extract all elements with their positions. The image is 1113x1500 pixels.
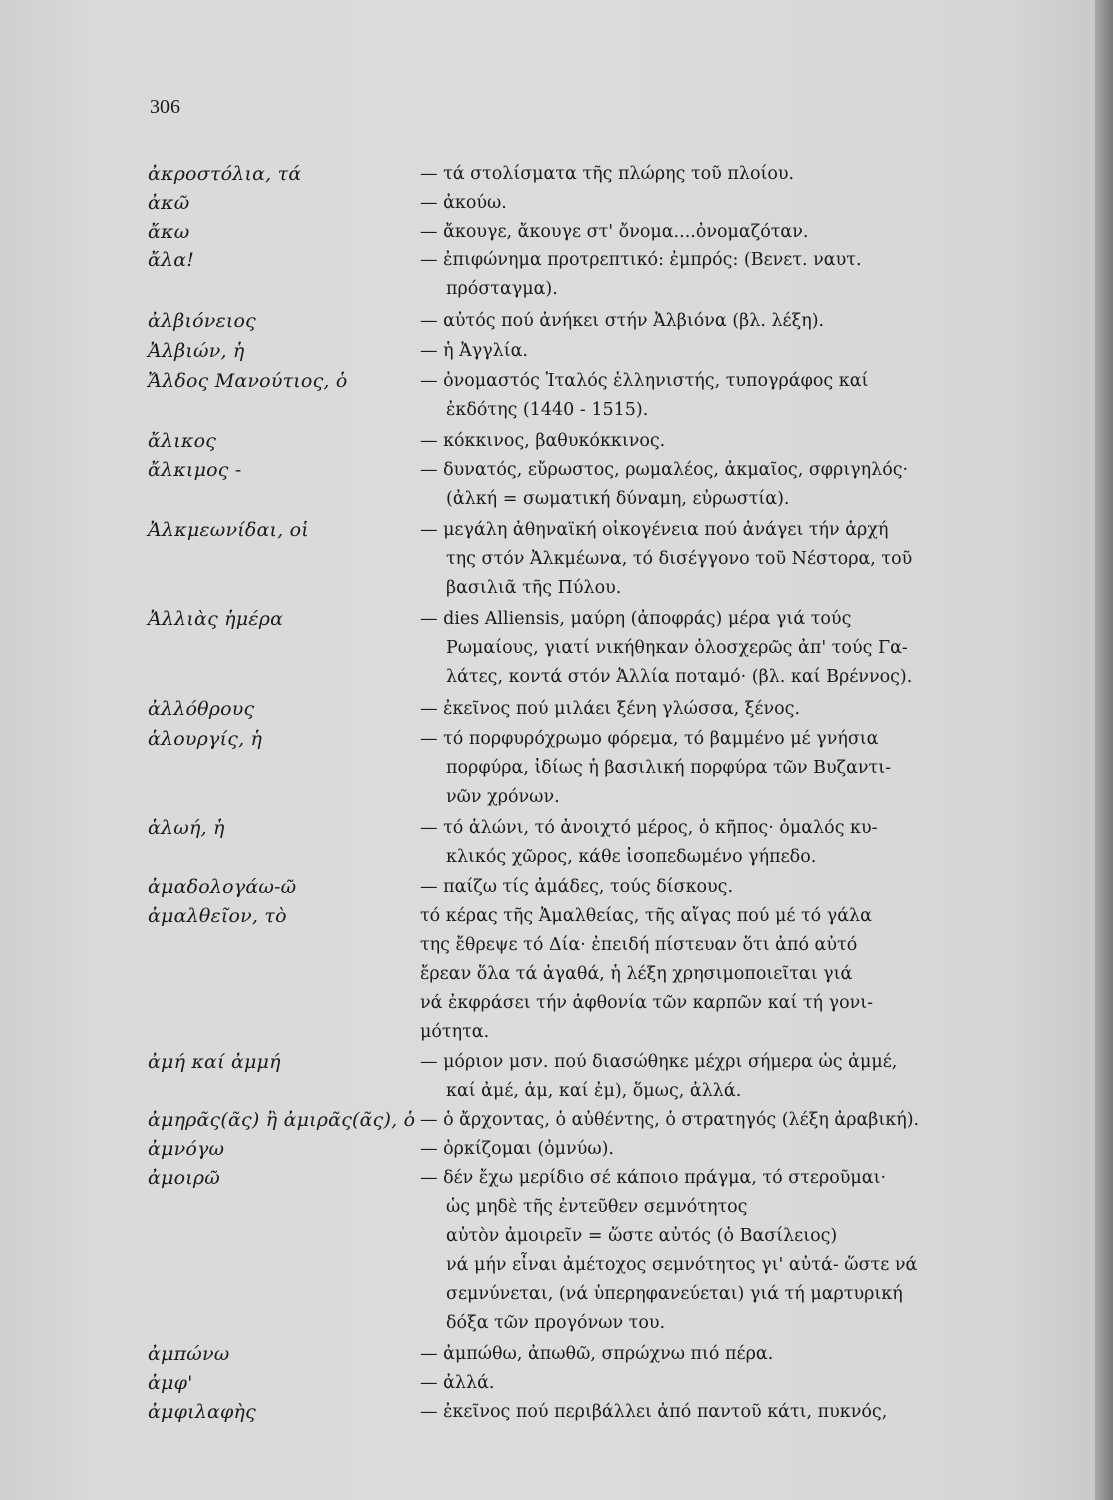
entry-headword: ἄλικος <box>148 430 217 452</box>
definition-line: λάτες, κοντά στόν Ἀλλία ποταμό· (βλ. καί Βρέννος). <box>446 667 913 687</box>
entry-headword: ἄκω <box>148 221 190 243</box>
entry-definition <box>420 427 980 456</box>
definition-line: — τά στολίσματα τῆς πλώρης τοῦ πλοίου. <box>420 164 795 184</box>
entry-headword: ἀλλόθρους <box>148 698 255 720</box>
definition-line: κλικός χῶρος, κάθε ἰσοπεδωμένο γήπεδο. <box>446 847 817 867</box>
definition-line: — τό πορφυρόχρωμο φόρεμα, τό βαμμένο μέ γνήσια <box>420 729 879 749</box>
definition-line: — ἄκουγε, ἄκουγε στ' ὄνομα....ὀνομαζόταν. <box>420 222 809 242</box>
entry-headword: ἀμαλθεῖον, τὸ <box>148 905 287 927</box>
definition-line: — κόκκινος, βαθυκόκκινος. <box>420 431 666 451</box>
definition-line: — δυνατός, εὔρωστος, ρωμαλέος, ἀκμαῖος, σφριγηλός· <box>420 460 909 480</box>
entry-headword: ἀκροστόλια, τά <box>148 163 302 185</box>
entry-headword: ἀμφ' <box>148 1372 193 1394</box>
entry-headword: ἀμή καί ἀμμή <box>148 1051 281 1073</box>
definition-line: — dies Alliensis, μαύρη (ἀποφράς) μέρα γιά τούς <box>420 609 852 629</box>
entry-definition <box>420 160 980 189</box>
definition-line: ἔρεαν ὅλα τά ἀγαθά, ἡ λέξη χρησιμοποιεῖται γιά <box>420 964 853 984</box>
entry-definition <box>420 1135 980 1164</box>
entry-definition <box>420 1048 980 1106</box>
definition-line: — μεγάλη ἀθηναϊκή οἰκογένεια πού ἀνάγει τήν ἀρχή <box>420 520 889 540</box>
entry-headword: ἀμηρᾶς(ᾶς) ἢ ἀμιρᾶς(ᾶς), ὁ <box>148 1109 416 1131</box>
entry-headword: Ἀλβιών, ἡ <box>148 340 245 362</box>
definition-line: — αὐτός πού ἀνήκει στήν Ἀλβιόνα (βλ. λέξη). <box>420 311 825 331</box>
entry-definition <box>420 902 980 1047</box>
definition-line: — ὀρκίζομαι (ὀμνύω). <box>420 1139 614 1159</box>
definition-line: — ἐκεῖνος πού μιλάει ξένη γλώσσα, ξένος. <box>420 699 801 719</box>
entry-definition <box>420 605 980 692</box>
definition-line: — ἐκεῖνος πού περιβάλλει ἀπό παντοῦ κάτι, πυκνός, <box>420 1402 888 1422</box>
definition-line: σεμνύνεται, (νά ὑπερηφανεύεται) γιά τή μαρτυρική <box>446 1284 903 1304</box>
entry-definition <box>420 516 980 603</box>
definition-line: ἐκδότης (1440 - 1515). <box>446 400 649 420</box>
entry-definition <box>420 218 980 247</box>
definition-line: καί ἀμέ, ἀμ, καί ἐμ), ὅμως, ἀλλά. <box>446 1081 742 1101</box>
definition-line: πρόσταγμα). <box>446 279 558 299</box>
definition-line: — ἀμπώθω, ἀπωθῶ, σπρώχνω πιό πέρα. <box>420 1344 774 1364</box>
definition-line: νά μήν εἶναι ἀμέτοχος σεμνότητος γι' αὐτά- ὥστε νά <box>446 1255 918 1275</box>
page-number: 306 <box>150 96 180 118</box>
entry-definition <box>420 1369 980 1398</box>
entry-definition <box>420 1340 980 1369</box>
definition-line: της ἔθρεψε τό Δία· ἐπειδή πίστευαν ὅτι ἀπό αὐτό <box>420 935 858 955</box>
definition-line: ὡς μηδὲ τῆς ἐντεῦθεν σεμνότητος <box>446 1197 748 1217</box>
definition-line: — ὁ ἄρχοντας, ὁ αὐθέντης, ὁ στρατηγός (λέξη ἀραβική). <box>420 1110 920 1130</box>
definition-line: μότητα. <box>420 1022 490 1042</box>
definition-line: — ἡ Ἀγγλία. <box>420 341 528 361</box>
entry-definition <box>420 307 980 336</box>
entry-definition <box>420 814 980 872</box>
definition-line: νῶν χρόνων. <box>446 787 560 807</box>
entry-headword: ἁλωή, ἡ <box>148 817 225 839</box>
definition-line: — τό ἁλώνι, τό ἀνοιχτό μέρος, ὁ κῆπος· ὁμαλός κυ- <box>420 818 878 838</box>
entry-definition <box>420 725 980 812</box>
definition-line: — ὀνομαστός Ἰταλός ἑλληνιστής, τυπογράφος καί <box>420 371 869 391</box>
entry-headword: Ἀλκμεωνίδαι, οἱ <box>148 519 309 541</box>
entry-definition <box>420 246 980 304</box>
definition-line: (ἀλκή = σωματική δύναμη, εὐρωστία). <box>446 489 790 509</box>
entry-headword: ἄλα! <box>148 249 195 271</box>
entry-headword: ἁλουργίς, ἡ <box>148 728 263 750</box>
definition-line: — ἀλλά. <box>420 1373 495 1393</box>
definition-line: αὐτὸν ἀμοιρεῖν = ὥστε αὐτός (ὁ Βασίλειος) <box>446 1226 838 1246</box>
entry-headword: ἀμφιλαφὴς <box>148 1401 256 1423</box>
entry-headword: ἀλβιόνειος <box>148 310 257 332</box>
entry-headword: ἀμπώνω <box>148 1343 230 1365</box>
definition-line: — παίζω τίς ἀμάδες, τούς δίσκους. <box>420 877 734 897</box>
definition-line: δόξα τῶν προγόνων του. <box>446 1313 666 1333</box>
page-edge <box>1095 0 1113 1500</box>
definition-line: πορφύρα, ἰδίως ἡ βασιλική πορφύρα τῶν Βυζαντι- <box>446 758 892 778</box>
definition-line: της στόν Ἀλκμέωνα, τό δισέγγονο τοῦ Νέστορα, τοῦ <box>446 549 913 569</box>
entry-definition <box>420 189 980 218</box>
entry-definition <box>420 1398 980 1427</box>
definition-line: Ρωμαίους, γιατί νικήθηκαν ὁλοσχερῶς ἀπ' τούς Γα- <box>446 638 908 658</box>
definition-line: — δέν ἔχω μερίδιο σέ κάποιο πράγμα, τό στεροῦμαι· <box>420 1168 887 1188</box>
entry-headword: ἀμοιρῶ <box>148 1167 220 1189</box>
definition-line: βασιλιᾶ τῆς Πύλου. <box>446 578 622 598</box>
entry-headword: Ἄλδος Μανούτιος, ὁ <box>148 370 348 392</box>
entry-definition <box>420 456 980 514</box>
entry-headword: ἀμαδολογάω-ῶ <box>148 876 297 898</box>
entry-definition <box>420 367 980 425</box>
entry-headword: ἄλκιμος - <box>148 459 242 481</box>
entry-headword: ἀκῶ <box>148 192 190 214</box>
entry-definition <box>420 1164 980 1338</box>
entry-headword: Ἀλλιὰς ἡμέρα <box>148 608 284 630</box>
definition-line: — ἐπιφώνημα προτρεπτικό: ἐμπρός: (Βενετ. ναυτ. <box>420 250 862 270</box>
definition-line: νά ἐκφράσει τήν ἀφθονία τῶν καρπῶν καί τή γονι- <box>420 993 874 1013</box>
definition-line: τό κέρας τῆς Ἀμαλθείας, τῆς αἴγας πού μέ τό γάλα <box>420 906 872 926</box>
definition-line: — μόριον μσν. πού διασώθηκε μέχρι σήμερα ὡς ἀμμέ, <box>420 1052 898 1072</box>
entry-definition <box>420 873 980 902</box>
entry-definition <box>420 337 980 366</box>
entry-definition <box>420 1106 980 1135</box>
entry-definition <box>420 695 980 724</box>
entry-headword: ἀμνόγω <box>148 1138 225 1160</box>
definition-line: — ἀκούω. <box>420 193 507 213</box>
